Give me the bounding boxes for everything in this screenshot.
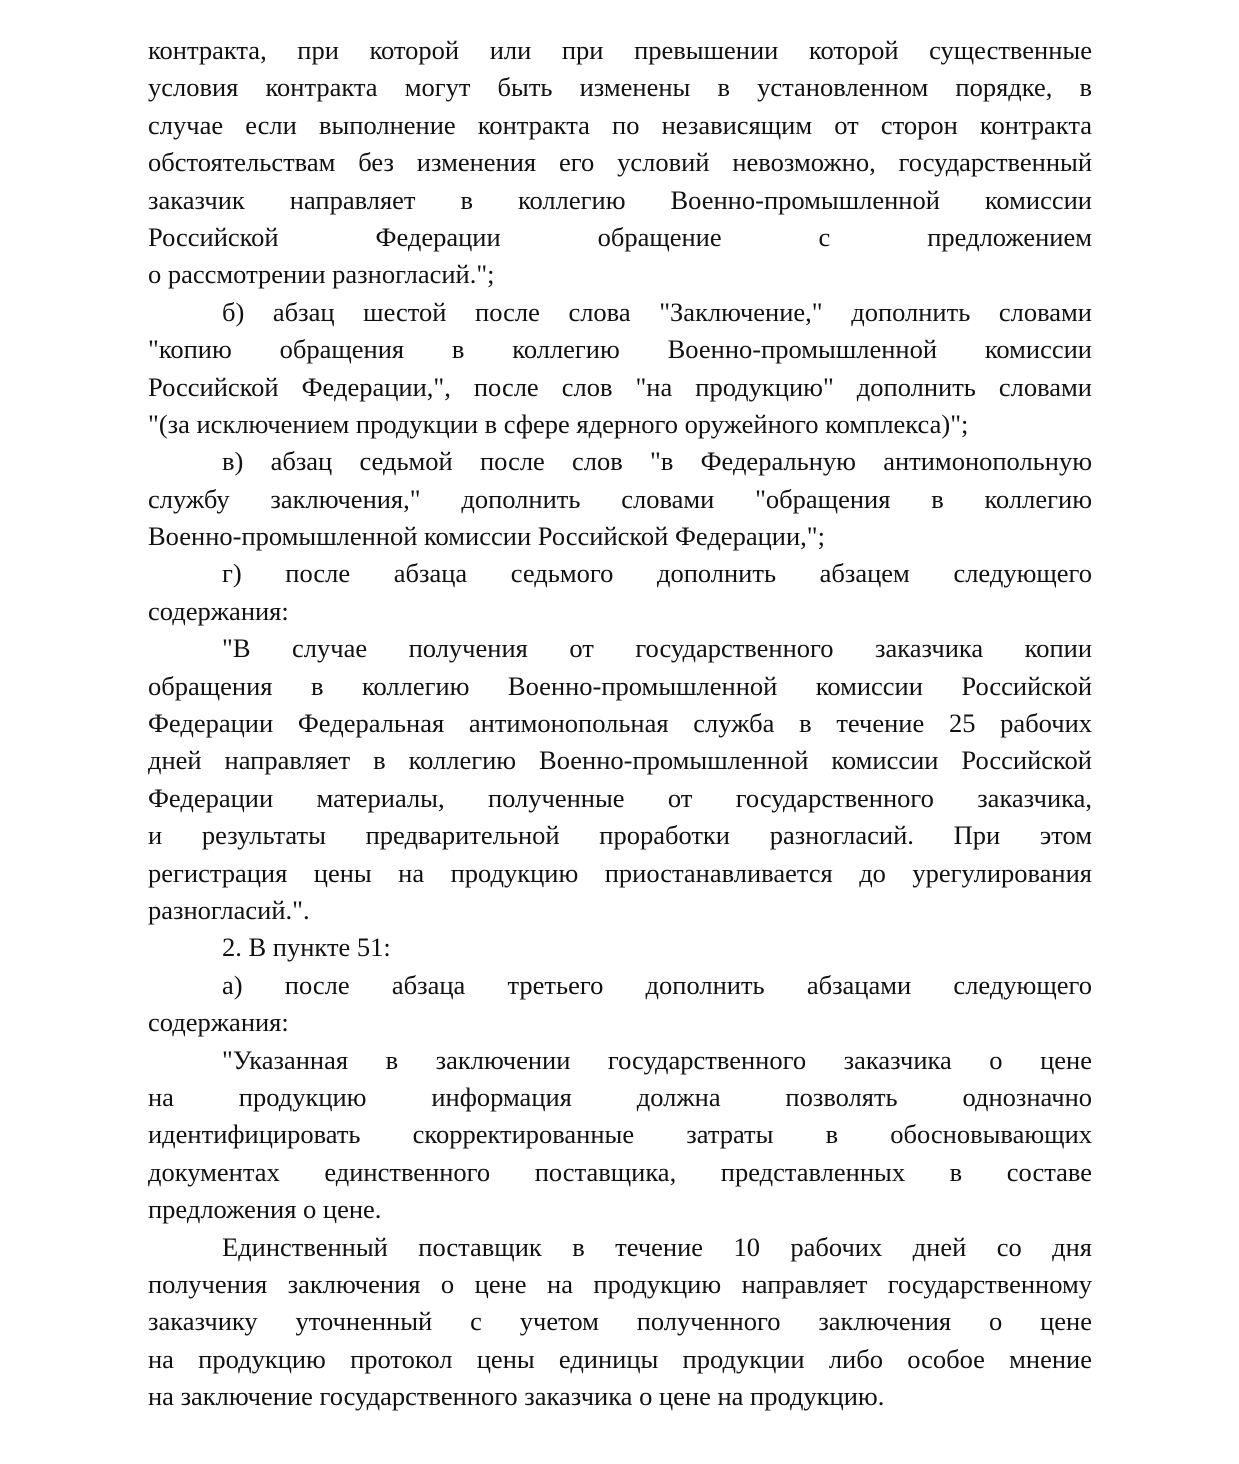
text-line: обстоятельствам без изменения его условий невозможно, государственный xyxy=(148,147,1092,178)
text-line: условия контракта могут быть изменены в установленном порядке, в xyxy=(148,72,1092,103)
text-line: Федерации материалы, полученные от государственного заказчика, xyxy=(148,782,1092,813)
text-line: б) абзац шестой после слова "Заключение," дополнить словами xyxy=(222,296,1092,327)
text-line: обращения в коллегию Военно-промышленной комиссии Российской xyxy=(148,670,1092,701)
text-line: идентифицировать скорректированные затраты в обосновывающих xyxy=(148,1119,1092,1150)
text-line: документах единственного поставщика, представленных в составе xyxy=(148,1156,1092,1187)
text-line: дней направляет в коллегию Военно-промышленной комиссии Российской xyxy=(148,745,1092,776)
text-line: случае если выполнение контракта по независящим от сторон контракта xyxy=(148,109,1092,140)
text-line: заказчику уточненный с учетом полученного заключения о цене xyxy=(148,1306,1092,1337)
text-line: 2. В пункте 51: xyxy=(222,932,391,963)
text-line: содержания: xyxy=(148,595,289,626)
text-line: контракта, при которой или при превышении которой существенные xyxy=(148,35,1092,65)
text-line: Военно-промышленной комиссии Российской Федерации,"; xyxy=(148,521,825,552)
text-line: и результаты предварительной проработки разногласий. При этом xyxy=(148,820,1092,851)
text-line: получения заключения о цене на продукцию направляет государственному xyxy=(148,1268,1092,1299)
text-line: г) после абзаца седьмого дополнить абзацем следующего xyxy=(222,558,1092,589)
text-line: Российской Федерации обращение с предложением xyxy=(148,221,1092,252)
text-line: на продукцию протокол цены единицы продукции либо особое мнение xyxy=(148,1343,1092,1374)
text-line: Единственный поставщик в течение 10 рабочих дней со дня xyxy=(222,1231,1092,1262)
text-line: службу заключения," дополнить словами "обращения в коллегию xyxy=(148,483,1092,514)
text-line: "Указанная в заключении государственного заказчика о цене xyxy=(222,1044,1092,1075)
text-line: предложения о цене. xyxy=(148,1194,382,1225)
document-page xyxy=(148,32,1092,1415)
text-line: регистрация цены на продукцию приостанавливается до урегулирования xyxy=(148,857,1092,888)
text-line: заказчик направляет в коллегию Военно-промышленной комиссии xyxy=(148,184,1092,215)
text-line: Российской Федерации,", после слов "на продукцию" дополнить словами xyxy=(148,371,1092,402)
text-line: на заключение государственного заказчика о цене на продукцию. xyxy=(148,1381,885,1412)
text-line: о рассмотрении разногласий."; xyxy=(148,259,495,290)
text-line: "(за исключением продукции в сфере ядерного оружейного комплекса)"; xyxy=(148,408,969,439)
text-line: в) абзац седьмой после слов "в Федеральную антимонопольную xyxy=(222,446,1092,477)
text-line: Федерации Федеральная антимонопольная служба в течение 25 рабочих xyxy=(148,708,1092,739)
text-line: на продукцию информация должна позволять однозначно xyxy=(148,1081,1092,1112)
text-line: "копию обращения в коллегию Военно-промышленной комиссии xyxy=(148,334,1092,365)
text-line: разногласий.". xyxy=(148,894,310,925)
text-line: а) после абзаца третьего дополнить абзацами следующего xyxy=(222,969,1092,1000)
text-line: содержания: xyxy=(148,1007,289,1038)
text-line: "В случае получения от государственного заказчика копии xyxy=(222,633,1092,664)
